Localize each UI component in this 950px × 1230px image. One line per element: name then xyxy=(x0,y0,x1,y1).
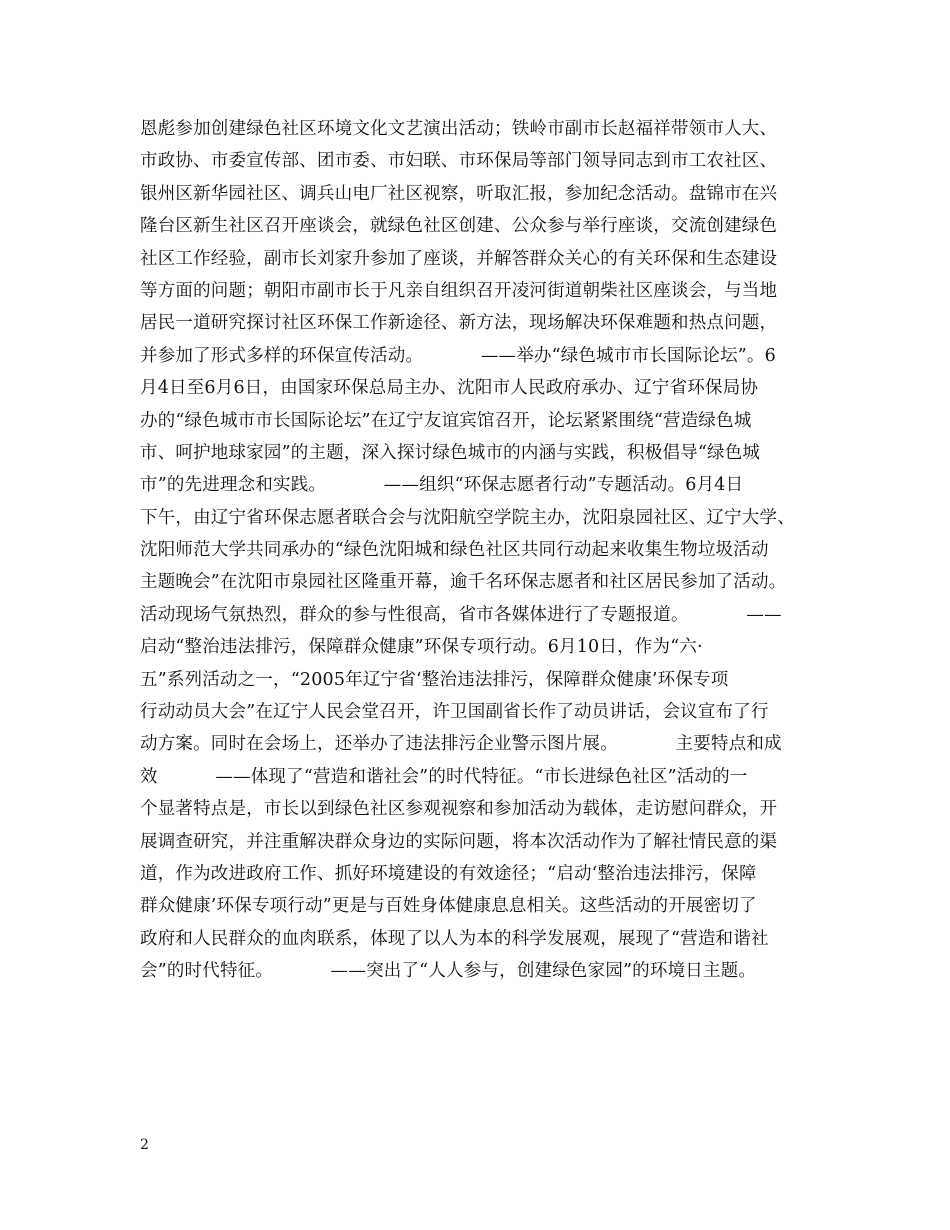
text-line: 动方案。同时在会场上，还举办了违法排污企业警示图片展。 主要特点和成 xyxy=(140,734,782,755)
text-line: 市政协、市委宣传部、团市委、市妇联、市环保局等部门领导同志到市工农社区、 xyxy=(140,151,778,172)
page-number: 2 xyxy=(140,1137,149,1153)
text-line: 启动“整治违法排污，保障群众健康”环保专项行动。6月10日，作为“六· xyxy=(140,637,703,658)
text-line: 政府和人民群众的血肉联系，体现了以人为本的科学发展观，展现了“营造和谐社 xyxy=(140,928,769,949)
text-line: 月4日至6月6日，由国家环保总局主办、沈阳市人民政府承办、辽宁省环保局协 xyxy=(140,378,759,399)
text-line: 展调查研究，并注重解决群众身边的实际问题，将本次活动作为了解社情民意的渠 xyxy=(140,831,778,852)
text-line: 道，作为改进政府工作、抓好环境建设的有效途径；“启动‘整治违法排污，保障 xyxy=(140,863,757,884)
text-line: 市”的先进理念和实践。 ——组织“环保志愿者行动”专题活动。6月4日 xyxy=(140,475,744,496)
text-line: 办的“绿色城市市长国际论坛”在辽宁友谊宾馆召开，论坛紧紧围绕“营造绿色城 xyxy=(140,410,752,431)
text-line: 银州区新华园社区、调兵山电厂社区视察，听取汇报，参加纪念活动。盘锦市在兴 xyxy=(140,183,778,204)
text-line: 五”系列活动之一，“2005年辽宁省‘整治违法排污，保障群众健康’环保专项 xyxy=(140,669,729,690)
text-line: 等方面的问题；朝阳市副市长于凡亲自组织召开凌河街道朝柴社区座谈会，与当地 xyxy=(140,280,778,301)
text-line: 居民一道研究探讨社区环保工作新途径、新方法，现场解决环保难题和热点问题， xyxy=(140,313,778,334)
text-line: 恩彪参加创建绿色社区环境文化文艺演出活动；铁岭市副市长赵福祥带领市人大、 xyxy=(140,119,778,139)
body-text xyxy=(140,113,820,988)
text-line: 群众健康’环保专项行动”更是与百姓身体健康息息相关。这些活动的开展密切了 xyxy=(140,896,757,917)
text-line: 并参加了形式多样的环保宣传活动。 ——举办“绿色城市市长国际论坛”。6 xyxy=(140,345,776,366)
text-line: 主题晚会”在沈阳市泉园社区隆重开幕，逾千名环保志愿者和社区居民参加了活动。 xyxy=(140,572,787,593)
text-line: 效 ——体现了“营造和谐社会”的时代特征。“市长进绿色社区”活动的一 xyxy=(140,766,748,787)
text-line: 隆台区新生社区召开座谈会，就绿色社区创建、公众参与举行座谈，交流创建绿色 xyxy=(140,216,778,237)
text-line: 行动动员大会”在辽宁人民会堂召开，许卫国副省长作了动员讲话，会议宣布了行 xyxy=(140,702,769,723)
text-line: 沈阳师范大学共同承办的“绿色沈阳城和绿色社区共同行动起来收集生物垃圾活动 xyxy=(140,540,769,561)
text-line: 市、呵护地球家园”的主题，深入探讨绿色城市的内涵与实践，积极倡导“绿色城 xyxy=(140,442,761,463)
text-line: 个显著特点是，市长以到绿色社区参观视察和参加活动为载体，走访慰问群众，开 xyxy=(140,799,778,820)
text-line: 会”的时代特征。 ——突出了“人人参与，创建绿色家园”的环境日主题。 xyxy=(140,961,757,982)
text-line: 下午，由辽宁省环保志愿者联合会与沈阳航空学院主办，沈阳泉园社区、辽宁大学、 xyxy=(140,507,795,528)
text-line: 活动现场气氛热烈，群众的参与性很高，省市各媒体进行了专题报道。 —— xyxy=(140,604,782,625)
text-line: 社区工作经验，副市长刘家升参加了座谈，并解答群众关心的有关环保和生态建设 xyxy=(140,248,778,269)
